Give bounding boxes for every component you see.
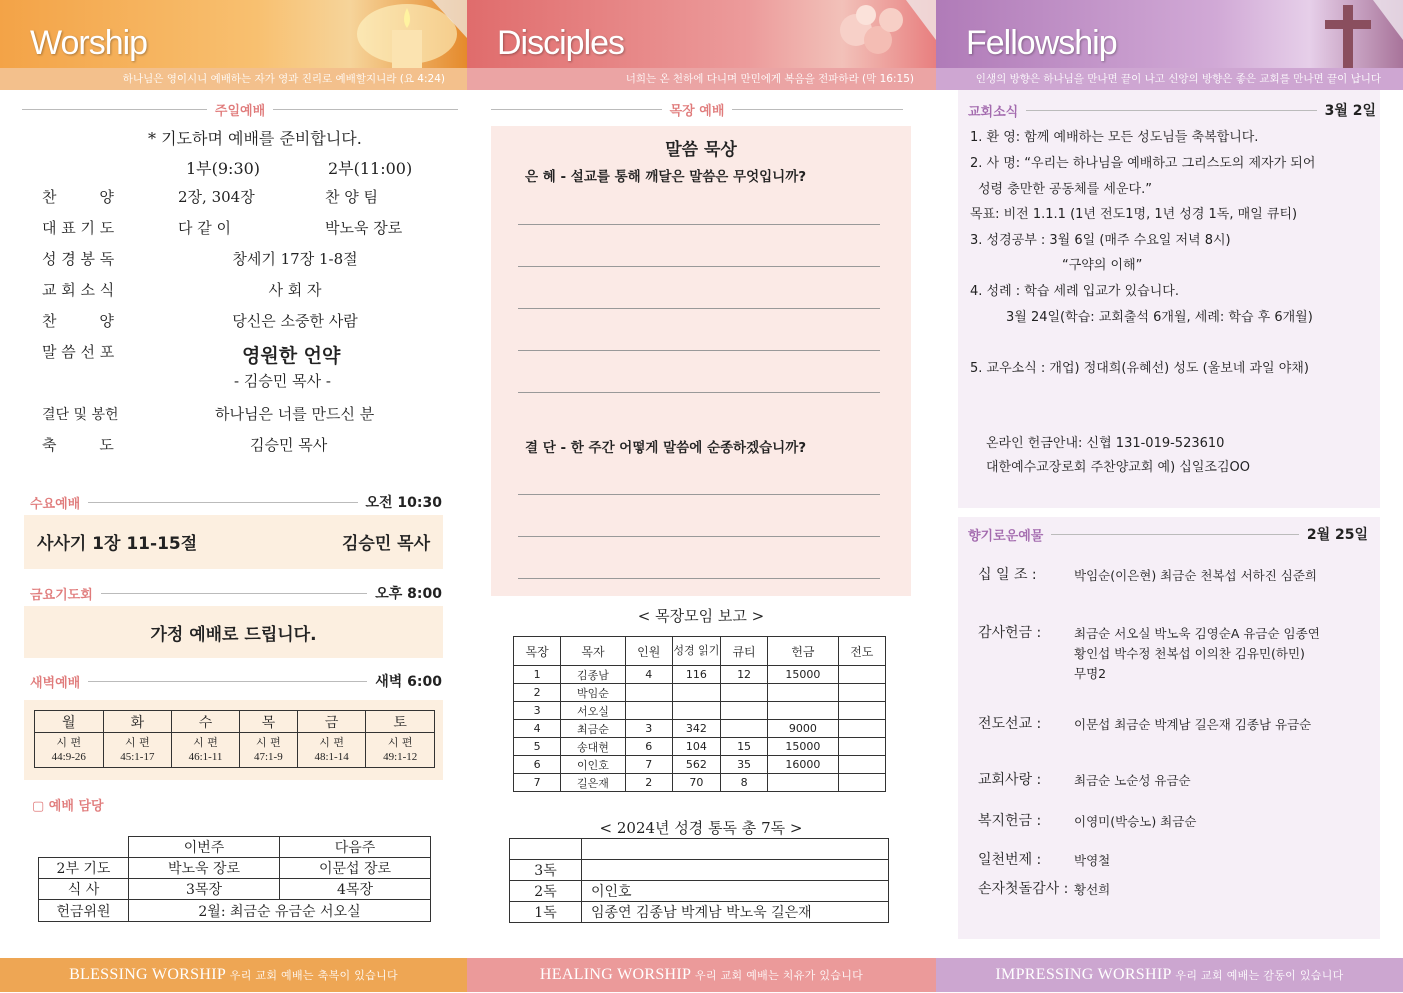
- report-cell: [768, 702, 838, 720]
- offering-label: 감사헌금 :: [978, 625, 1042, 641]
- day-cell: 금: [297, 711, 366, 733]
- report-cell: 4: [514, 720, 561, 738]
- section-title-fri: 금요기도회: [30, 587, 93, 603]
- report-cell: [838, 774, 885, 792]
- table-row: [514, 684, 886, 702]
- section-title-sunday: 주일예배: [214, 104, 266, 119]
- section-title-dawn: 새벽예배: [30, 675, 81, 691]
- report-cell: 12: [720, 666, 767, 684]
- report-header: 성경 읽기: [672, 637, 720, 666]
- offering-names: 박영철: [1074, 853, 1111, 868]
- fri-text: 가정 예배로 드립니다.: [150, 625, 317, 645]
- writing-line: [518, 536, 880, 537]
- report-cell: 3: [514, 702, 561, 720]
- report-cell: 15: [720, 738, 767, 756]
- duty-value: 4목장: [280, 879, 431, 900]
- news-item: 5. 교우소식 : 개업) 정대희(유혜선) 성도 (울보네 과일 야채): [970, 361, 1309, 376]
- report-cell: 70: [672, 774, 720, 792]
- offering-names: 이문섭 최금순 박계남 길은재 김종남 유금순: [1074, 717, 1312, 732]
- report-cell: [838, 720, 885, 738]
- writing-line: [518, 578, 880, 579]
- report-cell: 9000: [768, 720, 838, 738]
- offering-label: 십 일 조 :: [978, 567, 1037, 583]
- table-row: [510, 860, 889, 881]
- report-table: [513, 636, 886, 792]
- report-cell: [720, 702, 767, 720]
- bible-names: [582, 860, 889, 881]
- meditation-box: [491, 126, 911, 596]
- psalm-label: 시 편: [124, 736, 150, 749]
- day-cell: 수: [172, 711, 240, 733]
- duty-label: 헌금위원: [39, 900, 129, 922]
- news-item: “구약의 이해”: [1062, 258, 1143, 273]
- flower-icon: [806, 0, 936, 68]
- sermon-title: 영원한 언약: [242, 345, 341, 367]
- section-title-cell: 목장 예배: [669, 104, 725, 119]
- table-row: [514, 702, 886, 720]
- fellowship-banner: [936, 0, 1403, 68]
- offering-date: 2월 25일: [1306, 527, 1368, 543]
- online-offering-note: 대한예수교장로회 주찬양교회 예) 십일조김OO: [986, 460, 1250, 475]
- psalm-label: 시 편: [387, 736, 413, 749]
- wed-speaker: 김승민 목사: [341, 534, 430, 554]
- duty-value: 3목장: [129, 879, 280, 900]
- report-cell: [838, 702, 885, 720]
- duty-value: 이문섭 장로: [280, 858, 431, 879]
- psalm-label: 시 편: [319, 736, 344, 749]
- footer: [936, 958, 1403, 992]
- report-cell: 2: [625, 774, 672, 792]
- writing-line: [518, 392, 880, 393]
- section-title-wed: 수요예배: [30, 496, 81, 512]
- banner-subtitle: 인생의 방향은 하나님을 만나면 끝이 나고 신앙의 방향은 좋은 교회를 만나면 끝이 납니다: [936, 68, 1403, 90]
- section-title-offering: 향기로운예물: [968, 528, 1044, 544]
- bible-table: [509, 838, 889, 923]
- banner-title: Fellowship: [966, 24, 1117, 62]
- table-row: [514, 756, 886, 774]
- offering-names: 최금순 노순성 유금순: [1074, 773, 1191, 788]
- psalm-label: 시 편: [193, 736, 218, 749]
- report-cell: [768, 684, 838, 702]
- order-label: 찬 양: [42, 188, 114, 206]
- bible-title: < 2024년 성경 통독 총 7독 >: [599, 819, 803, 837]
- prepare-note: * 기도하며 예배를 준비합니다.: [148, 129, 362, 148]
- report-cell: [838, 756, 885, 774]
- report-cell: 16000: [768, 756, 838, 774]
- footer-main: IMPRESSING WORSHIP: [995, 966, 1172, 983]
- psalm-cell: [366, 733, 435, 768]
- report-cell: 송대현: [561, 738, 625, 756]
- news-item: 목표: 비전 1.1.1 (1년 전도1명, 1년 성경 1독, 매일 큐티): [970, 207, 1298, 222]
- report-cell: 이인호: [561, 756, 625, 774]
- report-cell: 박임순: [561, 684, 625, 702]
- order-value: 당신은 소중한 사람: [232, 312, 358, 330]
- report-cell: [720, 720, 767, 738]
- report-cell: 서오실: [561, 702, 625, 720]
- report-cell: 342: [672, 720, 720, 738]
- writing-line: [518, 494, 880, 495]
- order-label: 교 회 소 식: [42, 281, 115, 299]
- duty-col-this: 이번주: [129, 837, 280, 858]
- preacher: - 김승민 목사 -: [234, 372, 331, 390]
- news-item: 성령 충만한 공동체를 세운다.”: [978, 182, 1152, 197]
- footer: [467, 958, 936, 992]
- wed-time: 오전 10:30: [365, 495, 442, 511]
- table-row: [514, 738, 886, 756]
- day-cell: 토: [366, 711, 435, 733]
- order-value: 다 같 이: [178, 219, 232, 237]
- order-label: 말 씀 선 포: [42, 343, 115, 361]
- report-cell: 562: [672, 756, 720, 774]
- news-date: 3월 2일: [1324, 103, 1376, 119]
- candle-icon: [337, 0, 467, 68]
- duty-col-next: 다음주: [280, 837, 431, 858]
- order-value: 찬 양 팀: [325, 188, 379, 206]
- news-item: 3. 성경공부 : 3월 6일 (매주 수요일 저녁 8시): [970, 233, 1231, 248]
- report-cell: 35: [720, 756, 767, 774]
- question-decision: 결 단 - 한 주간 어떻게 말씀에 순종하겠습니까?: [525, 440, 807, 456]
- order-value: 김승민 목사: [250, 436, 328, 454]
- footer-main: HEALING WORSHIP: [539, 966, 691, 983]
- wed-text: 사사기 1장 11-15절: [37, 534, 198, 554]
- banner-title: Worship: [30, 24, 148, 62]
- report-cell: [838, 738, 885, 756]
- duty-table: [38, 836, 431, 922]
- psalm-cell: [35, 733, 104, 768]
- report-cell: [720, 684, 767, 702]
- meditation-title: 말씀 묵상: [665, 140, 737, 160]
- fellowship-column: [936, 0, 1403, 992]
- offering-names: 박임순(이은현) 최금순 천복섭 서하진 심준희: [1074, 568, 1317, 583]
- report-cell: 3: [625, 720, 672, 738]
- offering-names: 최금순 서오실 박노욱 김영순A 유금순 임종연 황인섭 박수정 천복섭 이의찬 김유민(하민) 무명2: [1074, 626, 1320, 681]
- order-value: 박노욱 장로: [325, 219, 403, 237]
- banner-subtitle: 하나님은 영이시니 예배하는 자가 영과 진리로 예배할지니라 (요 4:24): [0, 68, 467, 90]
- offering-label: 손자첫돌감사 :: [978, 881, 1069, 897]
- fri-time: 오후 8:00: [375, 586, 442, 602]
- report-cell: [672, 702, 720, 720]
- report-header: 헌금: [768, 637, 838, 666]
- worship-column: [0, 0, 467, 992]
- bible-names: 임종연 김종남 박계남 박노욱 길은재: [582, 902, 889, 923]
- news-item: 2. 사 명: “우리는 하나님을 예배하고 그리스도의 제자가 되어: [970, 156, 1316, 171]
- report-cell: 최금순: [561, 720, 625, 738]
- day-cell: 화: [103, 711, 172, 733]
- cross-icon: [1273, 0, 1403, 68]
- report-header: 목장: [514, 637, 561, 666]
- report-cell: 길은재: [561, 774, 625, 792]
- table-row: [514, 774, 886, 792]
- offering-names: 황선희: [1074, 882, 1111, 897]
- psalm-ref: 47:1-9: [253, 751, 283, 763]
- footer-sub: 우리 교회 예배는 감동이 있습니다: [1175, 969, 1344, 982]
- report-header: 전도: [838, 637, 885, 666]
- day-cell: 월: [35, 711, 104, 733]
- dawn-table: [34, 710, 435, 768]
- offering-label: 일천번제 :: [978, 852, 1042, 868]
- footer-sub: 우리 교회 예배는 축복이 있습니다: [229, 969, 398, 982]
- report-cell: 5: [514, 738, 561, 756]
- news-item: 3월 24일(학습: 교회출석 6개월, 세례: 학습 후 6개월): [1006, 310, 1313, 325]
- news-item: 4. 성례 : 학습 세례 입교가 있습니다.: [970, 284, 1179, 299]
- order-value: 창세기 17장 1-8절: [232, 250, 358, 268]
- report-header: 큐티: [720, 637, 767, 666]
- report-cell: [768, 774, 838, 792]
- order-label: 축 도: [42, 436, 114, 454]
- psalm-ref: 44:9-26: [51, 751, 86, 763]
- order-value: 2장, 304장: [178, 188, 255, 206]
- footer-sub: 우리 교회 예배는 치유가 있습니다: [694, 969, 864, 982]
- table-row: [510, 839, 889, 860]
- order-label: 대 표 기 도: [42, 219, 115, 237]
- writing-line: [518, 224, 880, 225]
- report-title: < 목장모임 보고 >: [637, 607, 765, 625]
- psalm-cell: [103, 733, 172, 768]
- part1-time: 1부(9:30): [186, 159, 261, 178]
- bible-count: [510, 839, 582, 860]
- report-cell: [625, 684, 672, 702]
- report-cell: 1: [514, 666, 561, 684]
- duty-label: 2부 기도: [39, 858, 129, 879]
- report-cell: 6: [625, 738, 672, 756]
- psalm-label: 시 편: [56, 736, 82, 749]
- report-cell: [838, 684, 885, 702]
- news-item: 1. 환 영: 함께 예배하는 모든 성도님들 축복합니다.: [970, 130, 1259, 145]
- order-label: 찬 양: [42, 312, 114, 330]
- footer: [0, 958, 467, 992]
- writing-line: [518, 350, 880, 351]
- online-offering: 온라인 헌금안내: 신협 131-019-523610: [986, 436, 1225, 451]
- report-cell: 15000: [768, 738, 838, 756]
- report-cell: [625, 702, 672, 720]
- report-cell: 15000: [768, 666, 838, 684]
- duty-heading: ▢ 예배 담당: [32, 799, 104, 814]
- bible-names: [582, 839, 889, 860]
- order-value: 사 회 자: [268, 281, 322, 299]
- report-cell: 6: [514, 756, 561, 774]
- report-cell: 8: [720, 774, 767, 792]
- bible-names: 이인호: [582, 881, 889, 902]
- offering-label: 교회사랑 :: [978, 772, 1042, 788]
- day-cell: 목: [239, 711, 297, 733]
- disciples-banner: [467, 0, 936, 68]
- duty-value: 박노욱 장로: [129, 858, 280, 879]
- report-cell: 4: [625, 666, 672, 684]
- table-row: [510, 881, 889, 902]
- question-grace: 은 혜 - 설교를 통해 깨달은 말씀은 무엇입니까?: [525, 169, 807, 185]
- table-row: [510, 902, 889, 923]
- footer-main: BLESSING WORSHIP: [69, 966, 226, 983]
- psalm-cell: [297, 733, 366, 768]
- bible-count: 3독: [510, 860, 582, 881]
- psalm-ref: 45:1-17: [120, 751, 155, 763]
- offering-label: 복지헌금 :: [978, 813, 1042, 829]
- section-title-news: 교회소식: [968, 104, 1019, 120]
- fri-box: [24, 606, 443, 658]
- banner-subtitle: 너희는 온 천하에 다니며 만민에게 복음을 전파하라 (막 16:15): [467, 68, 936, 90]
- bible-count: 1독: [510, 902, 582, 923]
- psalm-ref: 46:1-11: [188, 751, 223, 763]
- order-label: 결단 및 봉헌: [42, 407, 119, 423]
- report-cell: 7: [514, 774, 561, 792]
- psalm-ref: 49:1-12: [383, 751, 418, 763]
- banner-title: Disciples: [497, 24, 625, 62]
- report-header: 인원: [625, 637, 672, 666]
- offering-label: 전도선교 :: [978, 716, 1042, 732]
- report-cell: [672, 684, 720, 702]
- worship-banner: [0, 0, 467, 68]
- duty-label: 식 사: [39, 879, 129, 900]
- disciples-column: [467, 0, 936, 992]
- order-value: 하나님은 너를 만드신 분: [215, 405, 375, 423]
- report-cell: 7: [625, 756, 672, 774]
- writing-line: [518, 266, 880, 267]
- psalm-cell: [172, 733, 240, 768]
- psalm-label: 시 편: [255, 736, 281, 749]
- report-cell: 2: [514, 684, 561, 702]
- order-label: 성 경 봉 독: [42, 250, 115, 268]
- report-cell: 116: [672, 666, 720, 684]
- report-cell: 104: [672, 738, 720, 756]
- part2-time: 2부(11:00): [328, 159, 413, 178]
- report-header: 목자: [561, 637, 625, 666]
- psalm-ref: 48:1-14: [314, 751, 349, 763]
- psalm-cell: [239, 733, 297, 768]
- bible-count: 2독: [510, 881, 582, 902]
- table-row: [514, 720, 886, 738]
- offering-names: 이영미(박승노) 최금순: [1074, 814, 1197, 829]
- report-cell: 김종남: [561, 666, 625, 684]
- dawn-time: 새벽 6:00: [375, 674, 442, 690]
- writing-line: [518, 308, 880, 309]
- duty-value: 2월: 최금순 유금순 서오실: [129, 900, 431, 922]
- report-cell: [838, 666, 885, 684]
- wed-box: [24, 515, 443, 569]
- table-row: [514, 666, 886, 684]
